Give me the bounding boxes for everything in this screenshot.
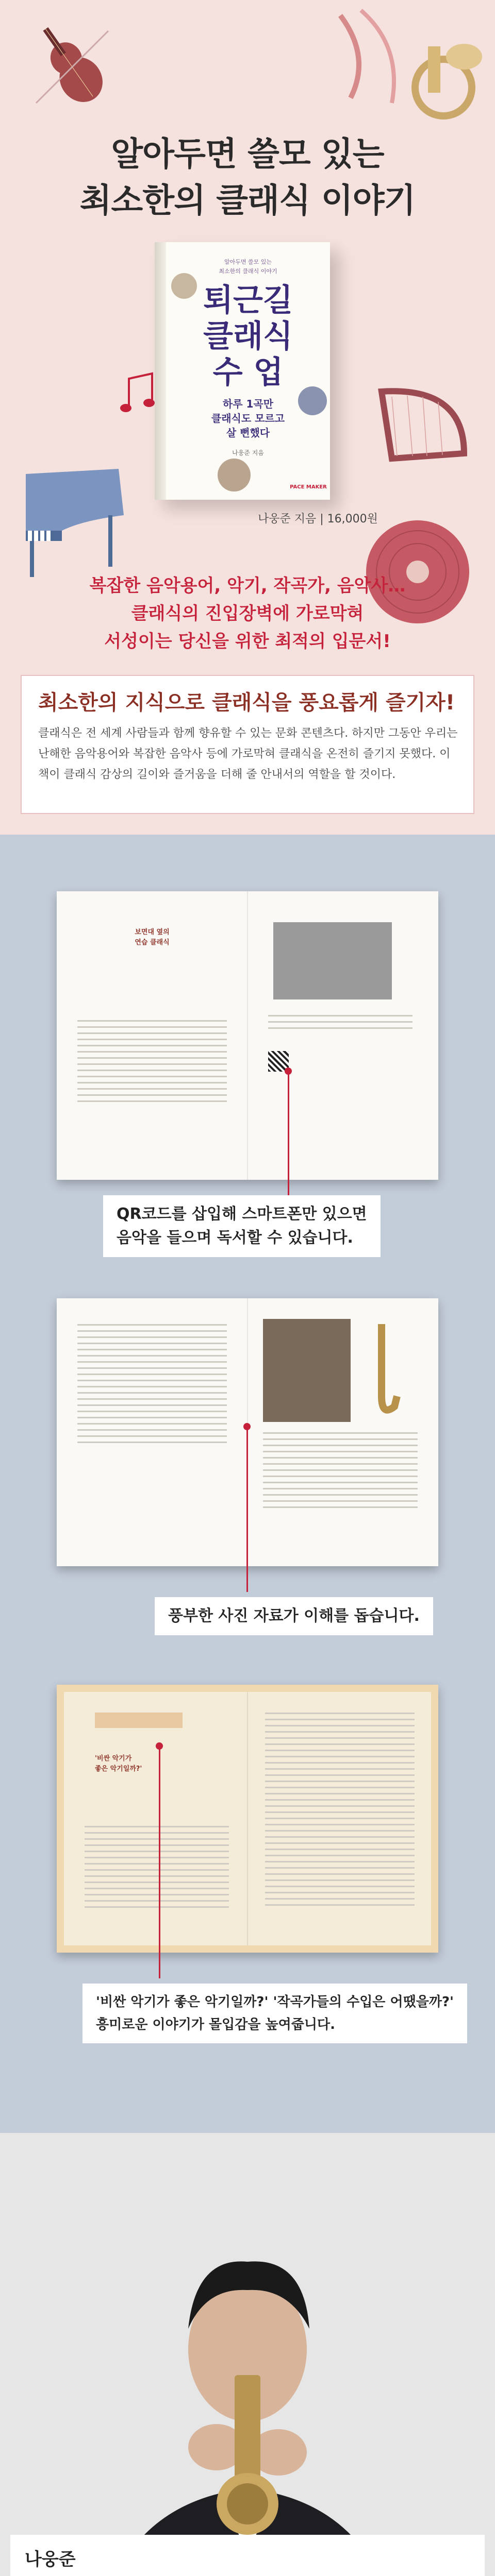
book-title-line3: 수 업	[212, 354, 284, 391]
book-publisher: PACE MAKER	[290, 484, 327, 490]
hero-desc-line3: 서성이는 당신을 위한 최적의 입문서!	[104, 631, 391, 652]
spread3-header-band	[95, 1713, 183, 1728]
hero-description	[0, 572, 495, 655]
book-price: 나웅준 지음 | 16,000원	[258, 513, 378, 526]
caption-stories-line2: 흥미로운 이야기가 몰입감을 높여줍니다.	[96, 2017, 336, 2032]
spread3-heading-line2: 좋은 악기일까?'	[95, 1765, 142, 1773]
book-spread-qr	[57, 891, 438, 1180]
callout-pin-line	[288, 1072, 289, 1195]
book-cover	[155, 242, 330, 500]
feature-caption-photos: 풍부한 사진 자료가 이해를 돕습니다.	[155, 1597, 433, 1635]
spread2-text-block	[77, 1324, 227, 1448]
author-portrait	[0, 2133, 495, 2576]
feature-caption-qr	[103, 1195, 381, 1257]
author-name: 나웅준	[25, 2549, 76, 2570]
harp-icon	[361, 381, 485, 474]
hero-title-line2: 최소한의 클래식 이야기	[79, 182, 416, 220]
book-spread-stories	[57, 1685, 438, 1953]
callout-body: 클래식은 전 세계 사람들과 함께 향유할 수 있는 문화 콘텐츠다. 하지만 그동안 우리는 난해한 음악용어와 복잡한 음악사 등에 가로막혀 클래식을 온전히 즐기지 못했다. 이 책이 클래식 감상의 길이와 즐거움을 더해 줄 안내서의 역할을 할 것이다.	[38, 727, 458, 781]
callout-pin-dot	[156, 1742, 163, 1750]
author-section	[0, 2133, 495, 2576]
book-spine	[155, 242, 166, 500]
callout-pin-dot	[243, 1423, 251, 1430]
spread1-heading-line1: 보면대 옆의	[135, 928, 170, 936]
spread-gutter	[247, 891, 248, 1180]
callout-pin-line	[246, 1427, 248, 1592]
hero-desc-line2: 클래식의 진입장벽에 가로막혀	[131, 603, 364, 624]
feature-caption-stories	[82, 1984, 467, 2043]
musician-photo	[273, 922, 392, 999]
composer-photo	[263, 1319, 351, 1422]
spread-gutter	[247, 1692, 248, 1945]
spread1-heading	[113, 927, 191, 948]
book-title-line1: 퇴근길	[203, 282, 293, 318]
composer-portrait-icon	[171, 273, 197, 299]
caption-qr-line2: 음악을 들으며 독서할 수 있습니다.	[117, 1229, 353, 1247]
spread1-right-text	[268, 1015, 412, 1033]
spread3-text-block	[85, 1826, 229, 1912]
callout-pin-dot	[285, 1067, 292, 1075]
saxophone-icon	[366, 1319, 402, 1422]
music-note-icon	[119, 371, 160, 417]
euphonium-icon	[397, 31, 490, 129]
spread1-text-block	[77, 1020, 227, 1107]
piano-icon	[15, 453, 139, 587]
caption-stories-line1: '비싼 악기가 좋은 악기일까?' '작곡가들의 수입은 어땠을까?'	[96, 1994, 454, 2010]
callout-title: 최소한의 지식으로 클래식을 풍요롭게 즐기자!	[38, 691, 455, 715]
book-author: 나웅준 지음	[232, 449, 264, 456]
spread1-heading-line2: 연습 클래식	[135, 939, 170, 946]
spread3-heading-line1: '비싼 악기가	[95, 1755, 132, 1762]
hero-section	[0, 0, 495, 835]
spread3-right-text	[265, 1713, 415, 1910]
book-small-line2: 최소한의 클래식 이야기	[219, 268, 277, 275]
book-subtitle-line2: 클래식도 모르고	[211, 412, 285, 425]
hero-desc-line1: 복잡한 음악용어, 악기, 작곡가, 음악사…	[89, 575, 406, 596]
hero-title-line1: 알아두면 쓸모 있는	[111, 135, 384, 174]
composer-portrait-icon	[218, 459, 251, 492]
features-section	[0, 835, 495, 2133]
book-small-line1: 알아두면 쓸모 있는	[224, 259, 272, 265]
violin-icon	[31, 15, 113, 118]
book-subtitle-line1: 하루 1곡만	[222, 398, 274, 410]
intro-callout	[21, 675, 474, 814]
spread2-right-text	[263, 1432, 418, 1513]
callout-pin-line	[159, 1747, 160, 1978]
spread3-heading	[95, 1754, 188, 1774]
composer-portrait-icon	[298, 386, 327, 415]
book-title-line2: 클래식	[203, 318, 293, 354]
caption-qr-line1: QR코드를 삽입해 스마트폰만 있으면	[117, 1205, 367, 1223]
book-subtitle-line3: 살 뻔했다	[226, 427, 270, 439]
author-info-box	[10, 2535, 485, 2576]
